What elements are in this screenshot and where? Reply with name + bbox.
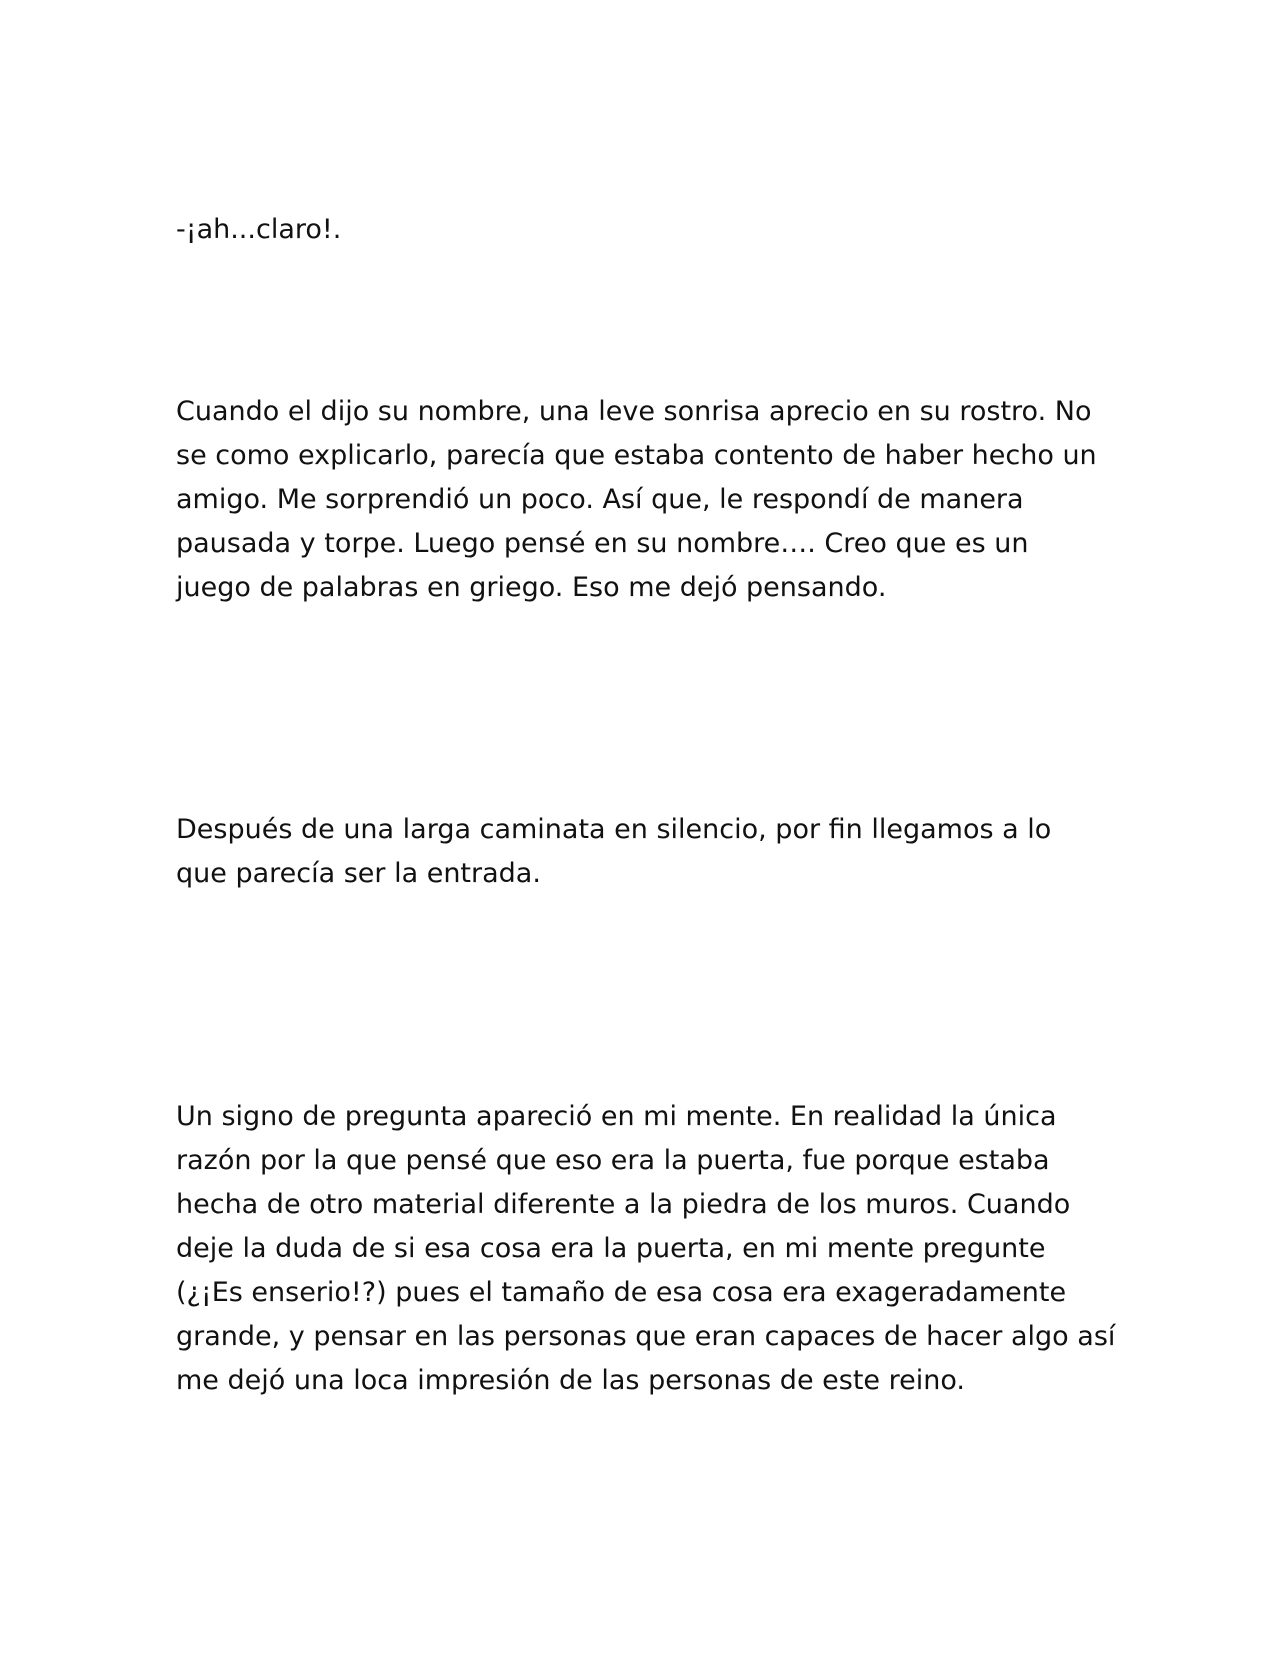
paragraph-name-reaction: Cuando el dijo su nombre, una leve sonrisa aprecio en su rostro. No se como explicarlo, parecía que estaba contento de haber hecho un amigo. Me sorprendió un poco. Así que, le respondí de manera pausada y torpe. Luego pensé en su nombre…. Creo que es un juego de palabras en griego. Eso me dejó pensando. [176, 396, 1097, 603]
paragraph-arrival: Después de una larga caminata en silencio, por fin llegamos a lo que parecía ser la entrada. [176, 814, 1052, 889]
paragraph-door-impression: Un signo de pregunta apareció en mi mente. En realidad la única razón por la que pensé que eso era la puerta, fue porque estaba hecha de otro material diferente a la piedra de los muros. Cuando deje la duda de si esa cosa era la puerta, en mi mente pregunte (¿¡Es enserio!?) pues el tamaño de esa cosa era exageradamente grande, y pensar en las personas que eran capaces de hacer algo así me dejó una loca impresión de las personas de este reino. [176, 1101, 1116, 1396]
paragraph-dialogue: -¡ah...claro!. [176, 214, 342, 245]
